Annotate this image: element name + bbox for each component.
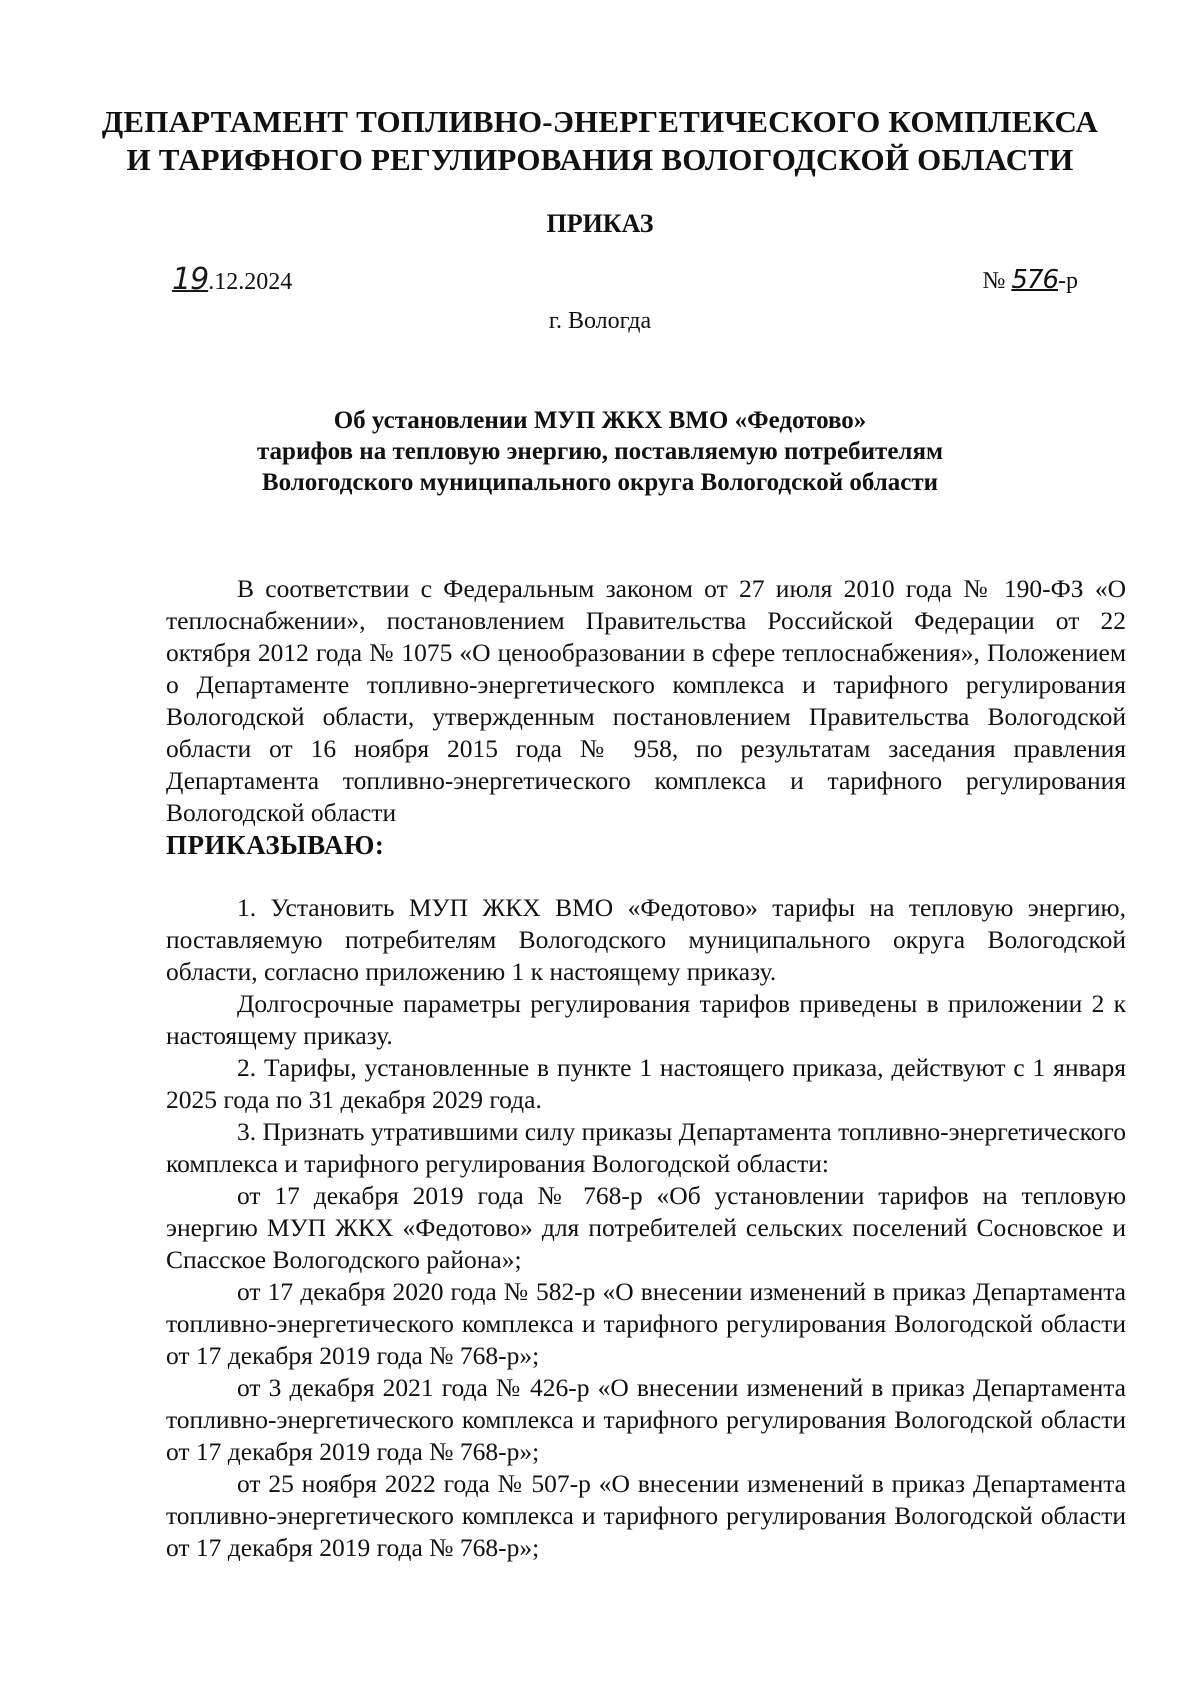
date-day-handwritten: 19 [172, 262, 209, 297]
department-line-1: ДЕПАРТАМЕНТ ТОПЛИВНО-ЭНЕРГЕТИЧЕСКОГО КОМПЛЕКСА [101, 104, 1099, 139]
document-type: ПРИКАЗ [546, 209, 654, 238]
department-name [100, 103, 1100, 179]
order-title [150, 405, 1050, 498]
number-suffix: -р [1058, 268, 1078, 294]
item-3-order-2020: от 17 декабря 2020 года № 582-р «О внесении изменений в приказ Департамента топливно-энергетического комплекса и тарифного регулирования Вологодской области от 17 декабря 2019 года № 768-р»; [166, 1277, 1126, 1370]
item-2: 2. Тарифы, установленные в пункте 1 настоящего приказа, действуют с 1 января 2025 года по 31 декабря 2029 года. [166, 1053, 1126, 1114]
number-prefix: № [982, 268, 1006, 294]
department-line-2: И ТАРИФНОГО РЕГУЛИРОВАНИЯ ВОЛОГОДСКОЙ ОБЛАСТИ [126, 142, 1074, 177]
item-3-order-2022: от 25 ноября 2022 года № 507-р «О внесении изменений в приказ Департамента топливно-энергетического комплекса и тарифного регулирования Вологодской области от 17 декабря 2019 года № 768-р»; [166, 1469, 1126, 1562]
item-3-order-2021: от 3 декабря 2021 года № 426-р «О внесении изменений в приказ Департамента топливно-энергетического комплекса и тарифного регулирования Вологодской области от 17 декабря 2019 года № 768-р»; [166, 1373, 1126, 1466]
order-number [982, 265, 1078, 296]
order-date [172, 262, 293, 297]
decree-word: ПРИКАЗЫВАЮ: [166, 830, 385, 860]
city: г. Вологда [548, 308, 652, 334]
title-line-3: Вологодского муниципального округа Вологодской области [261, 469, 939, 496]
item-1-parameters: Долгосрочные параметры регулирования тарифов приведены в приложении 2 к настоящему приказу. [166, 989, 1126, 1050]
item-3: 3. Признать утратившими силу приказы Департамента топливно-энергетического комплекса и тарифного регулирования Вологодской области: [166, 1117, 1126, 1178]
title-line-1: Об установлении МУП ЖКХ ВМО «Федотово» [333, 407, 867, 434]
title-line-2: тарифов на тепловую энергию, поставляемую потребителям [256, 438, 944, 465]
date-rest: .12.2024 [208, 269, 293, 295]
preamble: В соответствии с Федеральным законом от 27 июля 2010 года № 190-ФЗ «О теплоснабжении», постановлением Правительства Российской Федерации от 22 октября 2012 года № 1075 «О ценообразовании в сфере теплоснабжения», Положением о Департаменте топливно-энергетического комплекса и тарифного регулирования Вологодской области, утвержденным постановлением Правительства Вологодской области от 16 ноября 2015 года № 958, по результатам заседания правления Департамента топливно-энергетического комплекса и тарифного регулирования Вологодской области [166, 574, 1126, 827]
item-1: 1. Установить МУП ЖКХ ВМО «Федотово» тарифы на тепловую энергию, поставляемую потребителям Вологодского муниципального округа Вологодской области, согласно приложению 1 к настоящему приказу. [166, 893, 1126, 986]
item-3-order-2019: от 17 декабря 2019 года № 768-р «Об установлении тарифов на тепловую энергию МУП ЖКХ «Федотово» для потребителей сельских поселений Сосновское и Спасское Вологодского района»; [166, 1181, 1126, 1274]
number-handwritten: 576 [1011, 265, 1058, 295]
order-body [166, 573, 1126, 1564]
decree-line [166, 829, 1126, 862]
